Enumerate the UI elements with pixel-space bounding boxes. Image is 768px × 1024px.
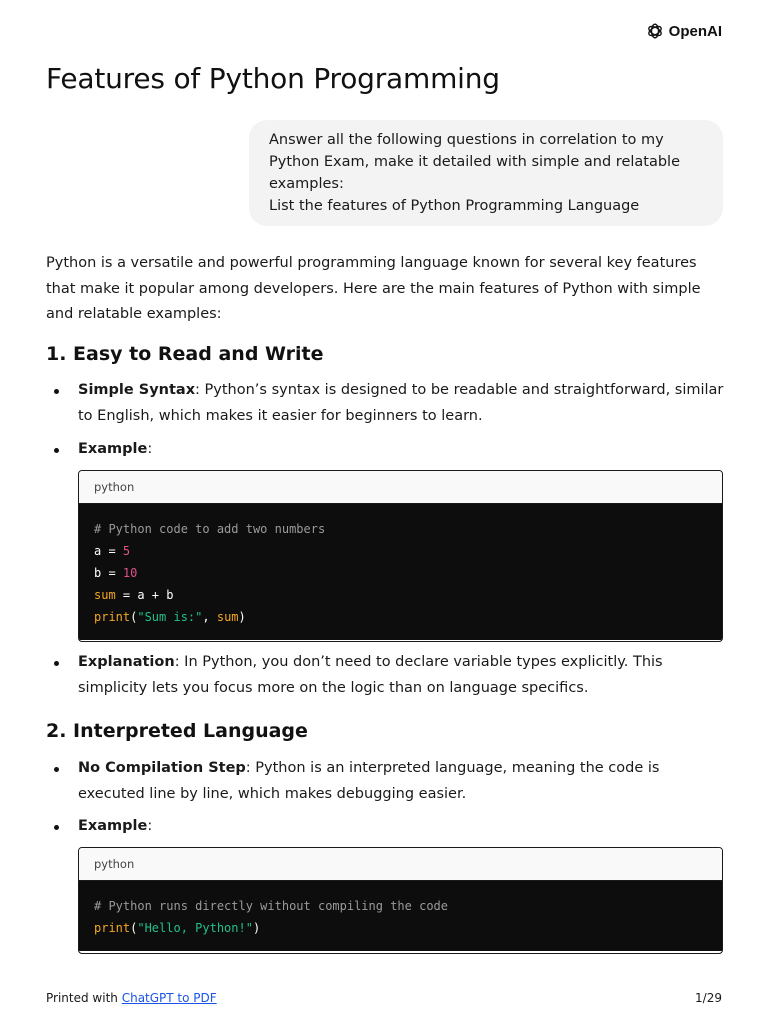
user-message-line: examples: [269,176,344,192]
bullet-text: : [147,441,153,457]
user-message-line: Answer all the following questions in correlation to my [269,132,664,148]
intro-paragraph: Python is a versatile and powerful programming language known for several key features that make it popular among developers. Here are the main features of Python with simple and relatable examples: [46,255,701,322]
bullet-no-compilation [78,756,728,807]
code-block-add-numbers [78,470,723,642]
bullet-label: Simple Syntax [78,382,196,398]
code-language-label: python [79,471,722,504]
code-line: print("Sum is:", sum) [94,610,246,624]
code-comment: # Python code to add two numbers [94,522,326,536]
code-line: print("Hello, Python!") [94,921,261,935]
user-message-line: Python Exam, make it detailed with simple and relatable [269,154,681,170]
page-number: 1/29 [695,991,722,1005]
bullet-text: : Python is an interpreted language, meaning the code is executed line by line, which makes debugging easier. [78,760,660,802]
bullet-label: Example [78,441,148,457]
footer-printed-with: Printed with ChatGPT to PDF [46,991,217,1005]
openai-icon [645,21,665,41]
bullet-text: : Python’s syntax is designed to be readable and straightforward, similar to English, which makes it easier for beginners to learn. [78,382,724,424]
code-line: b = 10 [94,566,138,580]
section-heading-easy-to-read: 1. Easy to Read and Write [46,343,324,365]
bullet-example [78,814,728,840]
bullet-text: : [147,818,153,834]
brand-logo [645,21,722,41]
code-language-label: python [79,848,722,881]
bullet-simple-syntax [78,378,728,429]
bullet-explanation [78,650,728,701]
code-body[interactable] [79,881,722,951]
section-heading-interpreted: 2. Interpreted Language [46,720,308,742]
chatgpt-to-pdf-link[interactable]: ChatGPT to PDF [121,991,217,1005]
brand-name: OpenAI [668,22,722,40]
bullet-label: Example [78,818,148,834]
bullet-label: No Compilation Step [78,760,246,776]
user-message-bubble [249,120,723,226]
page-title: Features of Python Programming [46,62,500,95]
user-message-line: List the features of Python Programming Language [269,198,640,214]
code-comment: # Python runs directly without compiling the code [94,899,449,913]
code-body[interactable] [79,504,722,640]
code-line: a = 5 [94,544,131,558]
code-line: sum = a + b [94,588,174,602]
code-block-hello-python [78,847,723,954]
bullet-text: : In Python, you don’t need to declare variable types explicitly. This simplicity lets you focus more on the logic than on language specifics. [78,654,663,696]
bullet-label: Explanation [78,654,175,670]
bullet-example [78,437,728,463]
